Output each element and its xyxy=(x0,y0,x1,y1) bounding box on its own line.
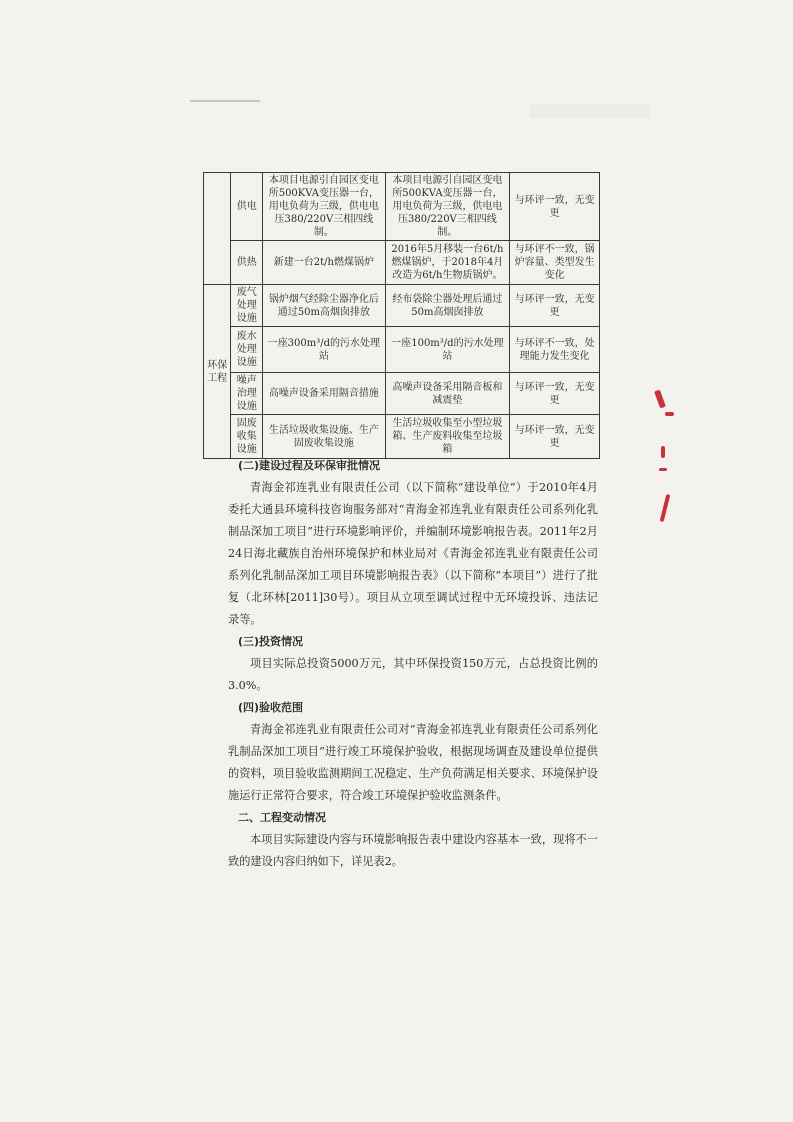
category-cell xyxy=(204,173,231,285)
actual-cell: 本项目电源引自园区变电所500KVA变压器一台，用电负荷为三级，供电电压380/220V三相四线制。 xyxy=(385,173,510,241)
eia-cell: 一座300m³/d的污水处理站 xyxy=(263,327,385,373)
eia-cell: 生活垃圾收集设施、生产固废收集设施 xyxy=(263,415,385,459)
section-paragraph: 本项目实际建设内容与环境影响报告表中建设内容基本一致，现将不一致的建设内容归纳如下，详见表2。 xyxy=(228,833,598,868)
note-cell: 与环评一致，无变更 xyxy=(510,173,600,241)
chapter-heading: 二、工程变动情况 xyxy=(238,811,326,824)
item-cell: 废水处理设施 xyxy=(231,327,263,373)
eia-cell: 新建一台2t/h燃煤锅炉 xyxy=(263,241,385,285)
section-heading: (三)投资情况 xyxy=(238,635,304,648)
note-cell: 与环评一致，无变更 xyxy=(510,285,600,327)
section-paragraph: 青海金祁连乳业有限责任公司对“青海金祁连乳业有限责任公司系列化乳制品深加工项目”进行竣工环境保护验收，根据现场调查及建设单位提供的资料，项目验收监测期间工况稳定、生产负荷满足相关要求、环境保护设施运行正常符合要求，符合竣工环境保护验收监测条件。 xyxy=(228,723,598,802)
table-row xyxy=(204,241,600,285)
actual-cell: 生活垃圾收集至小型垃圾箱、生产废料收集至垃圾箱 xyxy=(385,415,510,459)
item-cell: 噪声治理设施 xyxy=(231,373,263,415)
document-body xyxy=(228,455,598,873)
eia-cell: 本项目电源引自园区变电所500KVA变压器一台，用电负荷为三级，供电电压380/220V三相四线制。 xyxy=(263,173,385,241)
item-cell: 供热 xyxy=(231,241,263,285)
table-row xyxy=(204,415,600,459)
actual-cell: 一座100m³/d的污水处理站 xyxy=(385,327,510,373)
actual-cell: 2016年5月移装一台6t/h燃煤锅炉，于2018年4月改造为6t/h生物质锅炉。 xyxy=(385,241,510,285)
scan-artifact xyxy=(190,100,260,102)
item-cell: 废气处理设施 xyxy=(231,285,263,327)
eia-cell: 锅炉烟气经除尘器净化后通过50m高烟囱排放 xyxy=(263,285,385,327)
note-cell: 与环评一致，无变更 xyxy=(510,373,600,415)
eia-cell: 高噪声设备采用隔音措施 xyxy=(263,373,385,415)
note-cell: 与环评一致，无变更 xyxy=(510,415,600,459)
actual-cell: 经布袋除尘器处理后通过50m高烟囱排放 xyxy=(385,285,510,327)
red-stamp-fragment xyxy=(655,390,677,530)
table-row xyxy=(204,285,600,327)
table-row xyxy=(204,327,600,373)
note-cell: 与环评不一致，处理能力发生变化 xyxy=(510,327,600,373)
section-heading: (二)建设过程及环保审批情况 xyxy=(238,459,381,472)
project-comparison-table xyxy=(203,172,600,459)
section-paragraph: 项目实际总投资5000万元，其中环保投资150万元，占总投资比例的3.0%。 xyxy=(228,657,598,692)
note-cell: 与环评不一致，锅炉容量、类型发生变化 xyxy=(510,241,600,285)
item-cell: 供电 xyxy=(231,173,263,241)
scan-artifact xyxy=(530,104,650,118)
category-cell: 环保工程 xyxy=(204,285,231,459)
item-cell: 固废收集设施 xyxy=(231,415,263,459)
table-row xyxy=(204,173,600,241)
actual-cell: 高噪声设备采用隔音板和减震垫 xyxy=(385,373,510,415)
section-heading: (四)验收范围 xyxy=(238,701,304,714)
section-paragraph: 青海金祁连乳业有限责任公司（以下简称“建设单位”）于2010年4月委托大通县环境科技咨询服务部对“青海金祁连乳业有限责任公司系列化乳制品深加工项目”进行环境影响评价，并编制环境影响报告表。2011年2月24日海北藏族自治州环境保护和林业局对《青海金祁连乳业有限责任公司系列化乳制品深加工项目环境影响报告表》（以下简称“本项目”）进行了批复（北环林[2011]30号）。项目从立项至调试过程中无环境投诉、违法记录等。 xyxy=(228,481,598,626)
table-row xyxy=(204,373,600,415)
